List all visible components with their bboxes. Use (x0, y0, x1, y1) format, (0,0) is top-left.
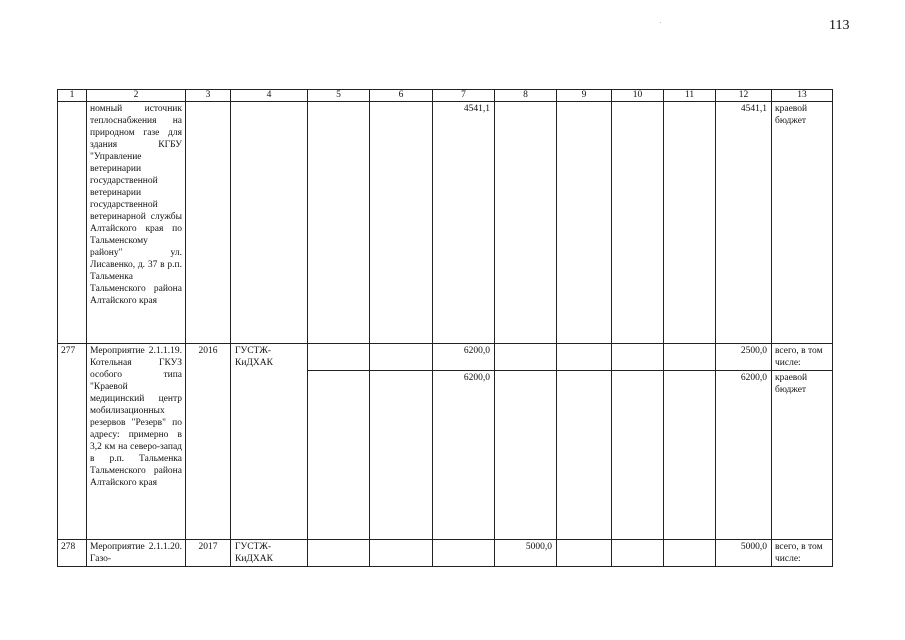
empty-cell (612, 540, 664, 567)
amount-col12: 4541,1 (716, 102, 772, 344)
header-cell: 12 (716, 90, 772, 102)
amount-col7 (433, 540, 495, 567)
amount-col12-sub: 6200,0 (740, 373, 767, 383)
empty-cell (308, 540, 370, 567)
table-row (58, 540, 833, 567)
amount-col7: 4541,1 (433, 102, 495, 344)
empty-cell (370, 540, 433, 567)
header-cell: 11 (664, 90, 716, 102)
empty-cell (308, 102, 370, 344)
header-cell: 10 (612, 90, 664, 102)
funding-source: краевой бюджет (772, 102, 833, 344)
header-cell: 6 (370, 90, 433, 102)
header-cell: 4 (231, 90, 308, 102)
split-cell (495, 344, 557, 540)
funding-source-total: всего, в том числе: (772, 344, 832, 371)
measure-name: Мероприятие 2.1.1.19. Котельная ГКУЗ особого типа "Краевой медицинский центр мобилизационных резервов "Резерв" по адресу: примерно в 3,2 км на северо-запад в р.п. Тальменка Тальменского района Алтайского края (87, 344, 186, 540)
empty-cell (370, 102, 433, 344)
split-cell (664, 344, 716, 540)
empty-cell (664, 102, 716, 344)
empty-cell (612, 102, 664, 344)
header-cell: 7 (433, 90, 495, 102)
amount-col12-total: 2500,0 (716, 344, 771, 371)
amount-col7-total: 6200,0 (433, 344, 494, 371)
measure-name: Мероприятие 2.1.1.20. Газо- (87, 540, 186, 567)
amount-col7-sub: 6200,0 (463, 373, 490, 383)
executor-cell: ГУСТЖ-КиДХАК (231, 344, 308, 540)
split-cell (557, 344, 612, 540)
row-number (58, 102, 87, 344)
header-cell: 3 (186, 90, 231, 102)
empty-cell (557, 540, 612, 567)
split-cell (308, 344, 370, 540)
split-cell (716, 344, 772, 540)
budget-table (57, 89, 833, 567)
measure-name: номный источник теплоснабжения на природном газе для здания КГБУ "Управление ветеринарии государственной ветеринарии государственной ветеринарной службы Алтайского края по Тальменскому району" ул. Лисавенко, д. 37 в р.п. Тальменка Тальменского района Алтайского края (87, 102, 186, 344)
split-cell (612, 344, 664, 540)
funding-source: всего, в том числе: (772, 540, 833, 567)
executor-cell (231, 102, 308, 344)
header-cell: 13 (772, 90, 833, 102)
empty-cell (557, 102, 612, 344)
amount-col8: 5000,0 (495, 540, 557, 567)
header-cell: 8 (495, 90, 557, 102)
page-number: 113 (829, 18, 850, 33)
header-cell: 1 (58, 90, 87, 102)
empty-cell (664, 540, 716, 567)
table-row (58, 344, 833, 540)
year-cell (186, 102, 231, 344)
header-cell: 2 (87, 90, 186, 102)
scan-speck (660, 22, 661, 23)
funding-source-sub: краевой бюджет (775, 373, 808, 395)
row-number: 277 (58, 344, 87, 540)
split-cell (370, 344, 433, 540)
year-cell: 2016 (186, 344, 231, 540)
column-number-header (58, 90, 833, 102)
split-cell (433, 344, 495, 540)
year-cell: 2017 (186, 540, 231, 567)
split-cell (772, 344, 833, 540)
header-cell: 9 (557, 90, 612, 102)
header-cell: 5 (308, 90, 370, 102)
amount-col12: 5000,0 (716, 540, 772, 567)
row-number: 278 (58, 540, 87, 567)
executor-cell: ГУСТЖ-КиДХАК (231, 540, 308, 567)
table-row (58, 102, 833, 344)
amount-col8 (495, 102, 557, 344)
